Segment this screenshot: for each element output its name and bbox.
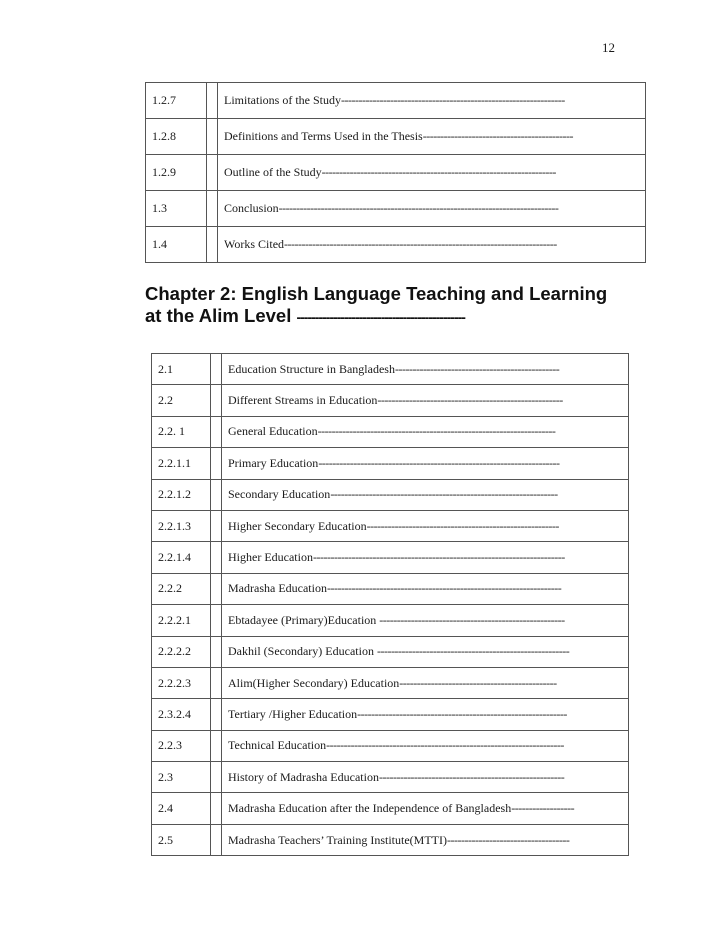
- toc-spacer-cell: [211, 636, 222, 667]
- toc-row: [152, 793, 629, 824]
- toc-row: [152, 730, 629, 761]
- toc-leader-dashes: -----------------------------------: [447, 832, 570, 847]
- toc-row: [152, 385, 629, 416]
- toc-spacer-cell: [211, 699, 222, 730]
- toc-section-number: 2.3: [152, 762, 211, 793]
- toc-row: [152, 667, 629, 698]
- chapter-2-heading: [145, 283, 645, 328]
- toc-entry-title: Conclusion: [224, 201, 279, 215]
- toc-section-number: 2.2.1.4: [152, 542, 211, 573]
- toc-entry-title: Education Structure in Bangladesh: [228, 361, 395, 376]
- toc-spacer-cell: [207, 83, 218, 119]
- toc-spacer-cell: [207, 119, 218, 155]
- toc-spacer-cell: [207, 227, 218, 263]
- toc-spacer-cell: [211, 479, 222, 510]
- toc-entry: [218, 83, 646, 119]
- toc-spacer-cell: [211, 667, 222, 698]
- toc-entry: [222, 605, 629, 636]
- toc-entry-title: Technical Education: [228, 738, 327, 753]
- toc-row: [152, 479, 629, 510]
- toc-row: [152, 542, 629, 573]
- toc-row: [146, 119, 646, 155]
- toc-entry: [222, 385, 629, 416]
- toc-entry-title: Madrasha Teachers’ Training Institute(MTTI): [228, 832, 447, 847]
- toc-entry: [222, 479, 629, 510]
- toc-entry-title: Limitations of the Study: [224, 93, 341, 107]
- toc-section-number: 2.2.2.2: [152, 636, 211, 667]
- toc-entry-title: Ebtadayee (Primary)Education: [228, 612, 380, 627]
- toc-leader-dashes: ------------------------------------------------------------------------------: [284, 237, 557, 251]
- toc-row: [152, 573, 629, 604]
- toc-entry-title: Definitions and Terms Used in the Thesis: [224, 129, 423, 143]
- chapter-title-dashes: ----------------------------------------------: [296, 309, 465, 325]
- toc-spacer-cell: [207, 155, 218, 191]
- toc-leader-dashes: ----------------------------------------------------------------: [341, 93, 565, 107]
- toc-leader-dashes: ------------------------------------------------------------: [357, 706, 567, 721]
- toc-entry-title: Madrasha Education after the Independence of Bangladesh: [228, 801, 512, 816]
- toc-row: [152, 636, 629, 667]
- toc-entry-title: Primary Education: [228, 455, 319, 470]
- toc-spacer-cell: [211, 762, 222, 793]
- toc-section-number: 1.2.8: [146, 119, 207, 155]
- toc-entry: [222, 793, 629, 824]
- toc-section-number: 2.2.3: [152, 730, 211, 761]
- toc-leader-dashes: ---------------------------------------------------------------------: [318, 455, 560, 470]
- toc-entry: [222, 762, 629, 793]
- toc-leader-dashes: -------------------------------------------------------: [376, 644, 570, 659]
- toc-leader-dashes: ------------------------------------------------------------------------: [312, 550, 565, 565]
- toc-row: [152, 510, 629, 541]
- toc-entry: [222, 730, 629, 761]
- toc-spacer-cell: [211, 542, 222, 573]
- toc-section-number: 2.2.1.1: [152, 448, 211, 479]
- toc-section-number: 1.4: [146, 227, 207, 263]
- toc-leader-dashes: -----------------------------------------------------: [379, 612, 565, 627]
- toc-leader-dashes: -------------------------------------------: [422, 129, 574, 143]
- toc-leader-dashes: -------------------------------------------------------------------: [321, 165, 556, 179]
- toc-leader-dashes: -----------------------------------------------------------------: [330, 487, 558, 502]
- toc-entry: [222, 354, 629, 385]
- toc-row: [146, 191, 646, 227]
- toc-row: [152, 605, 629, 636]
- toc-entry-title: Different Streams in Education: [228, 393, 378, 408]
- toc-row: [146, 155, 646, 191]
- toc-leader-dashes: -------------------------------------------------------: [366, 518, 559, 533]
- toc-section-number: 1.3: [146, 191, 207, 227]
- chapter-title-line1: Chapter 2: English Language Teaching and Learning: [145, 283, 608, 304]
- toc-entry: [222, 416, 629, 447]
- page-number: 12: [602, 40, 615, 55]
- toc-section-number: 1.2.9: [146, 155, 207, 191]
- toc-section-number: 2.5: [152, 824, 211, 855]
- toc-entry: [222, 448, 629, 479]
- toc-leader-dashes: -----------------------------------------------------: [378, 769, 565, 784]
- toc-section-number: 2.2.1.2: [152, 479, 211, 510]
- toc-entry-title: Higher Secondary Education: [228, 518, 367, 533]
- toc-row: [152, 448, 629, 479]
- toc-leader-dashes: ---------------------------------------------: [399, 675, 557, 690]
- toc-entry-title: Tertiary /Higher Education: [228, 706, 358, 721]
- chapter-title-line2-text: at the Alim Level: [145, 305, 292, 326]
- toc-leader-dashes: -----------------------------------------------: [394, 361, 560, 376]
- toc-leader-dashes: --------------------------------------------------------------------: [317, 424, 556, 439]
- toc-leader-dashes: --------------------------------------------------------------------: [326, 738, 564, 753]
- toc-entry: [222, 667, 629, 698]
- toc-spacer-cell: [211, 730, 222, 761]
- toc-row: [146, 83, 646, 119]
- toc-entry-title: Secondary Education: [228, 487, 331, 502]
- toc-entry-title: Alim(Higher Secondary) Education: [228, 675, 400, 690]
- toc-section-number: 2.1: [152, 354, 211, 385]
- toc-entry: [222, 510, 629, 541]
- toc-spacer-cell: [211, 354, 222, 385]
- toc-section-number: 2.3.2.4: [152, 699, 211, 730]
- toc-spacer-cell: [211, 573, 222, 604]
- toc-spacer-cell: [207, 191, 218, 227]
- toc-spacer-cell: [211, 510, 222, 541]
- toc-section-number: 2.2.2: [152, 573, 211, 604]
- toc-spacer-cell: [211, 605, 222, 636]
- toc-section-number: 2.2. 1: [152, 416, 211, 447]
- toc-section-number: 2.2.2.1: [152, 605, 211, 636]
- toc-entry-title: History of Madrasha Education: [228, 769, 379, 784]
- toc-leader-dashes: -------------------------------------------------------------------: [326, 581, 562, 596]
- toc-section-number: 2.2: [152, 385, 211, 416]
- toc-leader-dashes: ------------------: [511, 801, 575, 816]
- chapter-title-line2: [145, 305, 645, 328]
- toc-entry-title: Higher Education: [228, 550, 313, 565]
- toc-entry: [218, 119, 646, 155]
- toc-spacer-cell: [211, 448, 222, 479]
- toc-entry-title: Madrasha Education: [228, 581, 327, 596]
- toc-entry: [218, 155, 646, 191]
- toc-table-chapter1: [145, 82, 646, 263]
- toc-row: [152, 699, 629, 730]
- toc-spacer-cell: [211, 385, 222, 416]
- toc-spacer-cell: [211, 793, 222, 824]
- toc-section-number: 2.2.2.3: [152, 667, 211, 698]
- toc-entry: [222, 573, 629, 604]
- toc-entry: [222, 824, 629, 855]
- toc-entry: [218, 191, 646, 227]
- toc-entry: [222, 636, 629, 667]
- toc-section-number: 2.4: [152, 793, 211, 824]
- toc-spacer-cell: [211, 824, 222, 855]
- toc-entry: [222, 699, 629, 730]
- toc-row: [152, 762, 629, 793]
- toc-table-chapter2: [151, 353, 629, 856]
- toc-row: [152, 354, 629, 385]
- toc-entry-title: General Education: [228, 424, 318, 439]
- toc-row: [152, 824, 629, 855]
- toc-leader-dashes: -----------------------------------------------------: [377, 393, 563, 408]
- toc-section-number: 2.2.1.3: [152, 510, 211, 541]
- toc-entry: [222, 542, 629, 573]
- toc-section-number: 1.2.7: [146, 83, 207, 119]
- toc-entry-title: Outline of the Study: [224, 165, 322, 179]
- toc-leader-dashes: --------------------------------------------------------------------------------: [278, 201, 559, 215]
- toc-entry-title: Works Cited: [224, 237, 285, 251]
- toc-row: [146, 227, 646, 263]
- toc-spacer-cell: [211, 416, 222, 447]
- toc-row: [152, 416, 629, 447]
- toc-entry: [218, 227, 646, 263]
- toc-entry-title: Dakhil (Secondary) Education: [228, 644, 377, 659]
